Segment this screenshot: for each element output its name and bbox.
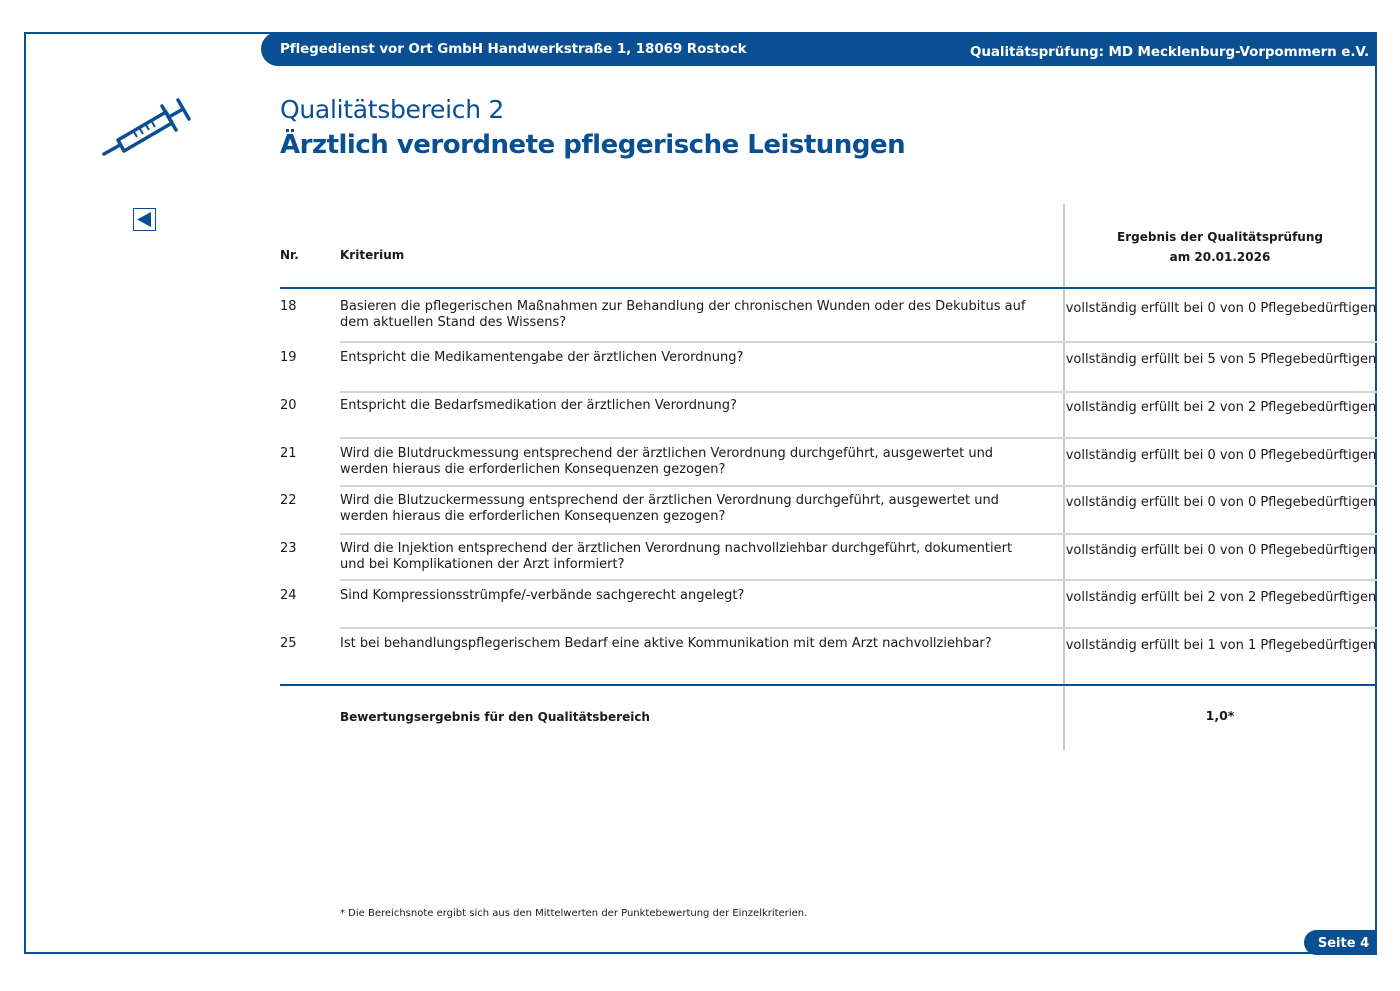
- row-separator: [340, 437, 1377, 439]
- footnote: * Die Bereichsnote ergibt sich aus den Mittelwerten der Punktebewertung der Einzelkriterien.: [340, 908, 808, 919]
- row-result: vollständig erfüllt bei 0 von 0 Pflegebedürftigen: [1065, 448, 1377, 463]
- row-result: vollständig erfüllt bei 5 von 5 Pflegebedürftigen: [1065, 352, 1377, 367]
- header-ergebnis-date: am 20.01.2026: [1169, 250, 1271, 264]
- row-separator: [340, 579, 1377, 581]
- row-number: 24: [280, 588, 297, 603]
- row-criterion: Basieren die pflegerischen Maßnahmen zur Behandlung der chronischen Wunden oder des Dekubitus auf dem aktuellen Stand des Wissens?: [340, 299, 1026, 330]
- row-criterion: Wird die Injektion entsprechend der ärztlichen Verordnung nachvollziehbar durchgeführt, dokumentiert und bei Komplikationen der Arzt informiert?: [340, 541, 1013, 572]
- row-result: vollständig erfüllt bei 2 von 2 Pflegebedürftigen: [1065, 590, 1377, 605]
- row-criterion: Wird die Blutzuckermessung entsprechend der ärztlichen Verordnung durchgeführt, ausgewertet und werden hieraus die erforderlichen Konsequenzen gezogen?: [340, 493, 999, 524]
- row-criterion: Sind Kompressionsstrümpfe/-verbände sachgerecht angelegt?: [340, 588, 745, 603]
- row-separator: [340, 485, 1377, 487]
- row-number: 22: [280, 493, 297, 508]
- row-number: 18: [280, 299, 297, 314]
- row-result: vollständig erfüllt bei 1 von 1 Pflegebedürftigen: [1065, 638, 1377, 653]
- back-arrow-icon: [134, 209, 155, 230]
- syringe-icon: [100, 92, 195, 162]
- row-number: 23: [280, 541, 297, 556]
- summary-value: 1,0*: [1205, 708, 1235, 723]
- row-number: 25: [280, 636, 297, 651]
- row-separator: [340, 627, 1377, 629]
- back-button[interactable]: [133, 208, 156, 231]
- section-title: Ärztlich verordnete pflegerische Leistungen: [280, 130, 906, 160]
- section-number: Qualitätsbereich 2: [280, 95, 505, 124]
- row-criterion: Entspricht die Medikamentengabe der ärztlichen Verordnung?: [340, 350, 744, 365]
- column-divider: [1063, 204, 1065, 750]
- row-result: vollständig erfüllt bei 0 von 0 Pflegebedürftigen: [1065, 495, 1377, 510]
- row-number: 20: [280, 398, 297, 413]
- row-number: 21: [280, 446, 297, 461]
- row-separator: [340, 391, 1377, 393]
- table-summary-rule: [280, 684, 1377, 686]
- row-criterion: Entspricht die Bedarfsmedikation der ärztlichen Verordnung?: [340, 398, 737, 413]
- header-examiner: Qualitätsprüfung: MD Mecklenburg-Vorpommern e.V.: [820, 32, 1377, 66]
- header-provider: Pflegedienst vor Ort GmbH Handwerkstraße 1, 18069 Rostock: [261, 32, 821, 66]
- header-ergebnis: [1065, 227, 1375, 267]
- row-result: vollständig erfüllt bei 0 von 0 Pflegebedürftigen: [1065, 301, 1377, 316]
- header-kriterium: Kriterium: [340, 248, 405, 262]
- row-number: 19: [280, 350, 297, 365]
- summary-label: Bewertungsergebnis für den Qualitätsbereich: [340, 710, 650, 724]
- row-result: vollständig erfüllt bei 0 von 0 Pflegebedürftigen: [1065, 543, 1377, 558]
- header-ergebnis-title: Ergebnis der Qualitätsprüfung: [1117, 230, 1323, 244]
- page-number-badge: Seite 4: [1304, 930, 1377, 955]
- header-nr: Nr.: [280, 248, 299, 262]
- row-separator: [340, 533, 1377, 535]
- row-criterion: Wird die Blutdruckmessung entsprechend der ärztlichen Verordnung durchgeführt, ausgewertet und werden hieraus die erforderlichen Konsequenzen gezogen?: [340, 446, 994, 477]
- row-result: vollständig erfüllt bei 2 von 2 Pflegebedürftigen: [1065, 400, 1377, 415]
- table-header-rule: [280, 287, 1377, 289]
- row-separator: [340, 341, 1377, 343]
- row-criterion: Ist bei behandlungspflegerischem Bedarf eine aktive Kommunikation mit dem Arzt nachvollziehbar?: [340, 636, 992, 651]
